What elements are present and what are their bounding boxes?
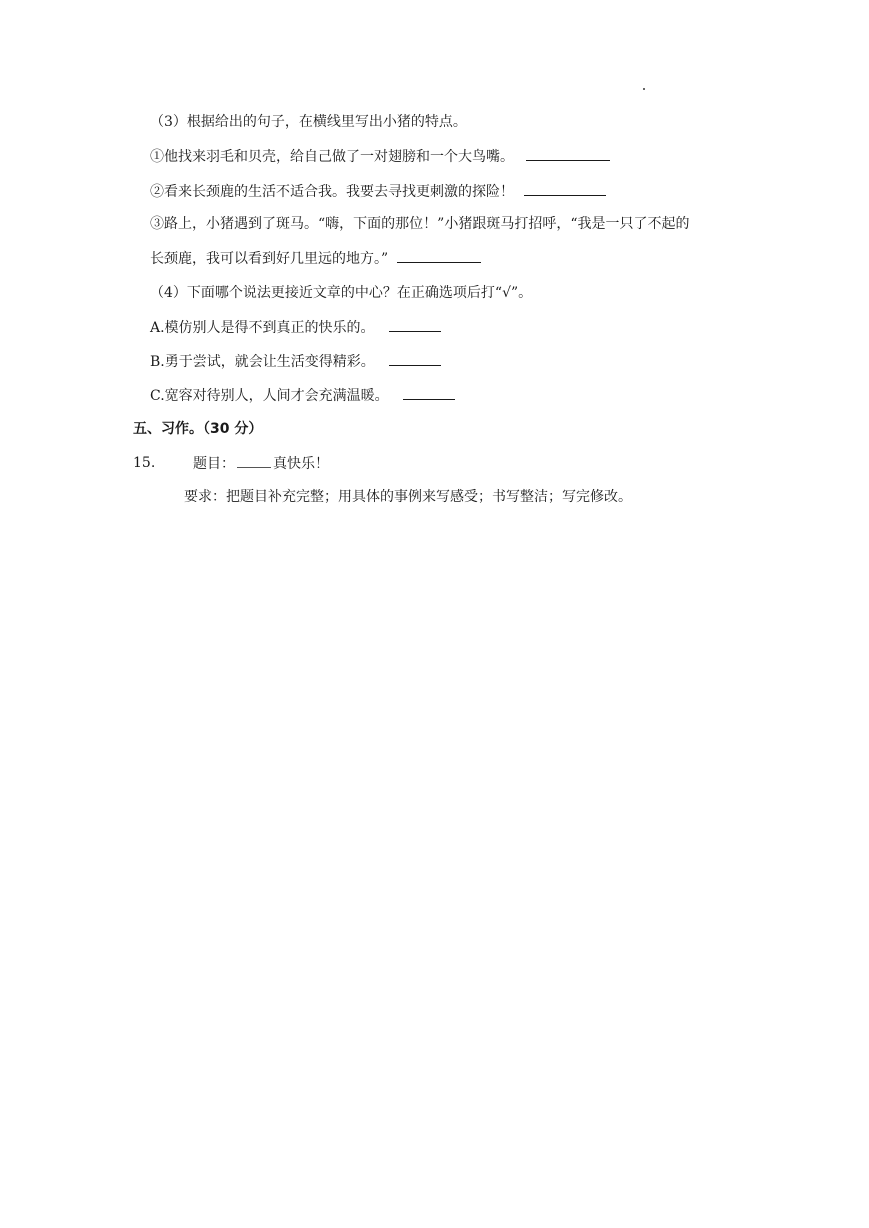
q3-sentence-2: ②看来长颈鹿的生活不适合我。我要去寻找更刺激的探险！ bbox=[150, 181, 606, 202]
q3-sentence-1: ①他找来羽毛和贝壳，给自己做了一对翅膀和一个大鸟嘴。 bbox=[150, 146, 610, 167]
option-c-blank[interactable] bbox=[403, 385, 455, 400]
stray-mark bbox=[643, 88, 645, 90]
q3-prompt: （3）根据给出的句子，在横线里写出小猪的特点。 bbox=[150, 114, 467, 130]
q3-sentence-3b: 长颈鹿，我可以看到好几里远的地方。” bbox=[150, 248, 481, 269]
q15-number: 15. bbox=[133, 455, 156, 471]
option-b-blank[interactable] bbox=[389, 351, 441, 366]
q15-requirement: 要求：把题目补充完整；用具体的事例来写感受；书写整洁；写完修改。 bbox=[184, 489, 632, 505]
section-heading: 五、习作。（30 分） bbox=[133, 421, 263, 437]
answer-blank-3[interactable] bbox=[397, 248, 481, 263]
title-blank[interactable] bbox=[237, 453, 271, 468]
q4-option-b: B.勇于尝试，就会让生活变得精彩。 bbox=[150, 351, 441, 372]
q4-prompt: （4）下面哪个说法更接近文章的中心？在正确选项后打“√”。 bbox=[150, 285, 533, 301]
q15-title: 题目： 真快乐！ bbox=[193, 453, 329, 474]
answer-blank-2[interactable] bbox=[524, 181, 606, 196]
answer-blank-1[interactable] bbox=[526, 146, 610, 161]
q4-option-c: C.宽容对待别人，人间才会充满温暖。 bbox=[150, 385, 455, 406]
q3-sentence-3a: ③路上，小猪遇到了斑马。“嗨，下面的那位！”小猪跟斑马打招呼，“我是一只了不起的 bbox=[150, 216, 690, 232]
q4-option-a: A.模仿别人是得不到真正的快乐的。 bbox=[150, 317, 441, 338]
option-a-blank[interactable] bbox=[389, 317, 441, 332]
